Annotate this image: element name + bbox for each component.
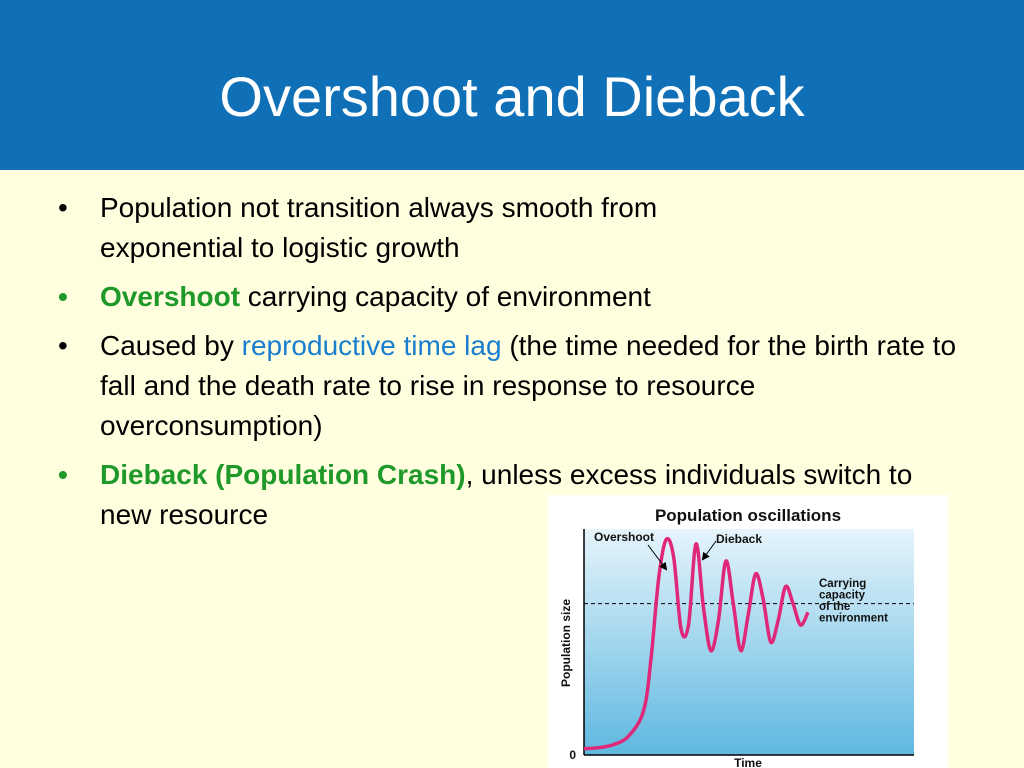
bullet-item — [58, 326, 980, 446]
bullet-text: carrying capacity of environment — [240, 281, 651, 312]
slide-title: Overshoot and Dieback — [219, 65, 805, 128]
y-tick-label: 0 — [569, 748, 576, 762]
bullet-marker: • — [58, 330, 68, 361]
plot-background — [584, 529, 914, 755]
bullet-marker: • — [58, 192, 68, 223]
chart-svg — [548, 495, 948, 768]
bullet-highlight: Overshoot — [100, 281, 241, 312]
overshoot-annotation: Overshoot — [594, 530, 655, 544]
bullet-text: , unless excess individuals switch to new resource — [100, 459, 913, 530]
bullet-text: Population not transition always smooth from exponential to logistic growth — [100, 192, 658, 263]
carrying-capacity-label: Carrying capacity of the environment — [819, 578, 889, 625]
bullet-marker: • — [58, 459, 68, 490]
population-chart — [548, 495, 948, 768]
x-axis-label: Time — [734, 756, 762, 768]
bullet-item — [58, 188, 800, 268]
dieback-annotation: Dieback — [716, 532, 763, 546]
bullet-text: (the time needed for the birth rate to fall and the death rate to rise in response to resource overconsumption) — [100, 330, 957, 441]
bullet-prefix: Caused by — [100, 330, 242, 361]
bullet-list — [58, 188, 978, 544]
chart-title: Population oscillations — [654, 506, 842, 525]
bullet-highlight: Dieback (Population Crash) — [100, 459, 466, 490]
bullet-marker: • — [58, 281, 68, 312]
y-axis-label: Population size — [559, 598, 573, 688]
bullet-item — [58, 277, 978, 317]
bullet-term: reproductive time lag — [241, 330, 502, 361]
